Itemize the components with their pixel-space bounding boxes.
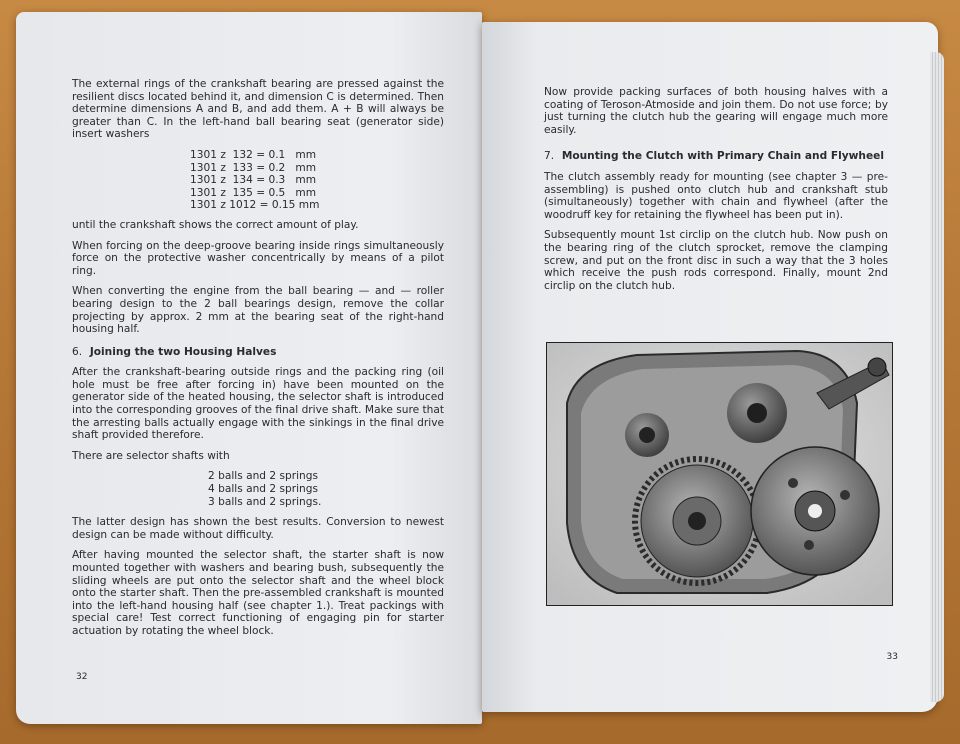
washer-line: 1301 z 134 = 0.3 mm (190, 174, 317, 187)
paragraph: When converting the engine from the ball bearing — and — roller bearing design to the 2 ball bearings design, remove the collar projecting by approx. 2 mm at the bearing seat of the right-hand housing half. (72, 285, 444, 336)
paragraph: After the crankshaft-bearing outside rings and the packing ring (oil hole must be free after forcing in) have been mounted on the generator side of the heated housing, the selector shaft is introduced into the corresponding grooves of the final drive shaft. Make sure that the arresting balls actually engage with the sinkings in the final drive shaft provided therefore. (72, 366, 444, 442)
shaft-line: 4 balls and 2 springs (208, 483, 319, 496)
section-heading (544, 150, 888, 163)
engine-photo (546, 342, 893, 606)
paragraph: The clutch assembly ready for mounting (see chapter 3 — pre-assembling) is pushed onto clutch hub and crankshaft stub (simultaneously) together with chain and flywheel (after the woodruff key for retaining the flywheel has been put in). (544, 170, 888, 221)
engine-illustration (547, 343, 892, 605)
washer-line: 1301 z 135 = 0.5 mm (190, 186, 317, 199)
right-text-column (544, 86, 888, 300)
section-title: Joining the two Housing Halves (89, 345, 277, 358)
shaft-line: 2 balls and 2 springs (208, 470, 319, 483)
page-number: 33 (886, 652, 898, 663)
paragraph: Now provide packing surfaces of both housing halves with a coating of Teroson-Atmoside and join them. Do not use force; by just turning the clutch hub the gearing will engage much more easily. (544, 86, 888, 136)
left-page (16, 12, 482, 724)
section-number: 7. (544, 150, 555, 163)
washer-line: 1301 z 1012 = 0.15 mm (190, 199, 320, 212)
paragraph: The external rings of the crankshaft bearing are pressed against the resilient discs located behind it, and dimension C is determined. Then determine dimensions A and B, and add them. A + B will always be greater than C. In the left-hand ball bearing seat (generator side) insert washers (72, 78, 444, 141)
shaft-line: 3 balls and 2 springs. (208, 495, 322, 508)
paragraph: Subsequently mount 1st circlip on the clutch hub. Now push on the bearing ring of the clutch sprocket, remove the clamping screw, and put on the front disc in such a way that the 3 holes which receive the push rods correspond. Finally, mount 2nd circlip on the clutch hub. (544, 229, 888, 292)
section-heading (72, 346, 444, 359)
left-text-column (72, 78, 444, 646)
right-page (482, 22, 938, 712)
washer-line: 1301 z 132 = 0.1 mm (190, 148, 317, 161)
section-title: Mounting the Clutch with Primary Chain and Flywheel (561, 150, 884, 163)
page-number: 32 (76, 672, 88, 683)
paragraph: When forcing on the deep-groove bearing inside rings simultaneously force on the protective washer concentrically by means of a pilot ring. (72, 239, 444, 277)
paragraph: There are selector shafts with (72, 449, 230, 462)
washer-list (190, 149, 444, 212)
paragraph: After having mounted the selector shaft, the starter shaft is now mounted together with washers and bearing bush, subsequently the sliding wheels are put onto the selector shaft and the wheel block onto the starter shaft. Then the pre-assembled crankshaft is mounted into the left-hand housing half (see chapter 1.). Treat packings with special care! Test correct functioning of engaging pin for starter actuation by rotating the wheel block. (72, 549, 444, 637)
selector-shaft-list (208, 470, 444, 508)
paragraph: The latter design has shown the best results. Conversion to newest design can be made without difficulty. (72, 516, 444, 541)
section-number: 6. (72, 345, 83, 358)
paragraph: until the crankshaft shows the correct amount of play. (72, 218, 359, 231)
washer-line: 1301 z 133 = 0.2 mm (190, 161, 317, 174)
page-edge-stack (930, 52, 944, 702)
